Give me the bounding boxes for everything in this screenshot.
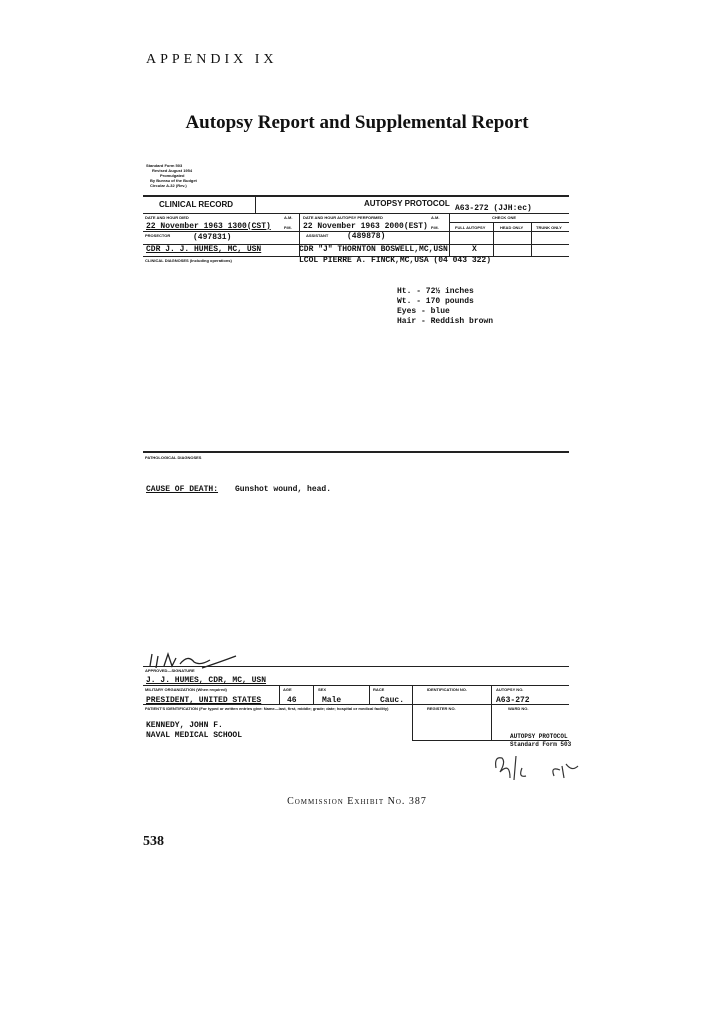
form-rule xyxy=(143,213,569,214)
form-header-line: Promulgated xyxy=(160,173,185,178)
page-number: 538 xyxy=(143,834,164,849)
register-no-label: REGISTER NO. xyxy=(427,706,456,711)
page-title: Autopsy Report and Supplemental Report xyxy=(185,112,529,133)
pathological-diagnoses-label: PATHOLOGICAL DIAGNOSES xyxy=(145,455,202,460)
race-label: RACE xyxy=(373,687,385,692)
clinical-record-label: CLINICAL RECORD xyxy=(159,200,234,209)
patient-name: KENNEDY, JOHN F. xyxy=(146,721,223,730)
sex-value: Male xyxy=(322,696,342,705)
appendix-heading: APPENDIX IX xyxy=(146,52,278,67)
form-rule xyxy=(531,222,532,256)
form-header-line: Standard Form 503 xyxy=(146,163,183,168)
full-autopsy-label: FULL AUTOPSY xyxy=(455,225,486,230)
trunk-only-label: TRUNK ONLY xyxy=(536,225,562,230)
signer-name: J. J. HUMES, CDR, MC, USN xyxy=(146,676,267,685)
eyes: Eyes - blue xyxy=(397,307,450,316)
date-died-value: 22 November 1963 1300(CST) xyxy=(146,222,271,231)
head-only-label: HEAD ONLY xyxy=(500,225,524,230)
sex-label: SEX xyxy=(318,687,327,692)
form-header-line: Revised August 1954 xyxy=(152,168,193,173)
protocol-number: A63-272 (JJH:ec) xyxy=(455,204,532,213)
form-rule xyxy=(255,195,256,213)
form-rule xyxy=(449,222,569,223)
race-value: Cauc. xyxy=(380,696,405,705)
form-rule xyxy=(493,222,494,256)
facility: NAVAL MEDICAL SCHOOL xyxy=(146,731,243,740)
weight: Wt. - 170 pounds xyxy=(397,297,474,306)
form-rule xyxy=(412,685,413,740)
military-org-label: MILITARY ORGANIZATION (When required) xyxy=(145,687,227,692)
form-header xyxy=(146,163,226,188)
form-rule xyxy=(143,195,569,197)
ward-no-label: WARD NO. xyxy=(508,706,529,711)
am-label: A.M. xyxy=(284,215,293,220)
form-footer-title: AUTOPSY PROTOCOL xyxy=(510,733,568,740)
pm-label: P.M. xyxy=(431,225,439,230)
prosector-label: PROSECTOR xyxy=(145,233,171,238)
form-rule xyxy=(279,685,280,704)
prosector-id: (497831) xyxy=(193,233,232,242)
date-performed-value: 22 November 1963 2000(EST) xyxy=(303,222,428,231)
exhibit-caption: Commission Exhibit No. 387 xyxy=(287,796,427,807)
age-value: 46 xyxy=(287,696,297,705)
signature-rule xyxy=(143,666,569,667)
form-rule xyxy=(491,685,492,740)
handwritten-initials xyxy=(490,748,590,788)
full-autopsy-mark: X xyxy=(472,245,477,254)
form-rule xyxy=(449,213,450,256)
patient-identification-label: PATIENT'S IDENTIFICATION (For typed or written entries give: Name—last, first, middle; grade; date; hospital or medical facility) xyxy=(145,706,389,711)
age-label: AGE xyxy=(283,687,292,692)
am-label: A.M. xyxy=(431,215,440,220)
date-performed-label: DATE AND HOUR AUTOPSY PERFORMED xyxy=(303,215,383,220)
pm-label: P.M. xyxy=(284,225,292,230)
autopsy-protocol-label: AUTOPSY PROTOCOL xyxy=(364,199,450,208)
autopsy-no-label: AUTOPSY NO. xyxy=(496,687,524,692)
autopsy-no-value: A63-272 xyxy=(496,696,530,705)
assistant-label: ASSISTANT xyxy=(306,233,329,238)
date-died-label: DATE AND HOUR DIED xyxy=(145,215,189,220)
form-rule xyxy=(143,685,569,686)
pathological-rule xyxy=(143,451,569,453)
form-rule xyxy=(369,685,370,704)
identification-no-label: IDENTIFICATION NO. xyxy=(427,687,467,692)
form-header-line: Circular A-32 (Rev.) xyxy=(150,183,187,188)
height: Ht. - 72½ inches xyxy=(397,287,474,296)
signature xyxy=(140,648,240,678)
form-rule xyxy=(313,685,314,704)
cause-of-death-value: Gunshot wound, head. xyxy=(235,485,332,494)
prosector-name: CDR J. J. HUMES, MC, USN xyxy=(146,245,262,254)
assistant-name: CDR "J" THORNTON BOSWELL,MC,USN xyxy=(299,245,448,254)
approved-signature-label: APPROVED—SIGNATURE xyxy=(145,668,195,673)
check-one-label: CHECK ONE xyxy=(492,215,517,220)
cause-of-death-label: CAUSE OF DEATH: xyxy=(146,485,219,494)
military-org-value: PRESIDENT, UNITED STATES xyxy=(146,696,262,705)
assistant-id: (489878) xyxy=(347,232,386,241)
clinical-diagnoses-label: CLINICAL DIAGNOSES (Including operations) xyxy=(145,258,232,263)
hair: Hair - Reddish brown xyxy=(397,317,494,326)
form-header-line: By Bureau of the Budget xyxy=(150,178,197,183)
second-assistant: LCOL PIERRE A. FINCK,MC,USA (04 043 322) xyxy=(299,256,492,265)
form-footer-number: Standard Form 503 xyxy=(510,741,572,748)
